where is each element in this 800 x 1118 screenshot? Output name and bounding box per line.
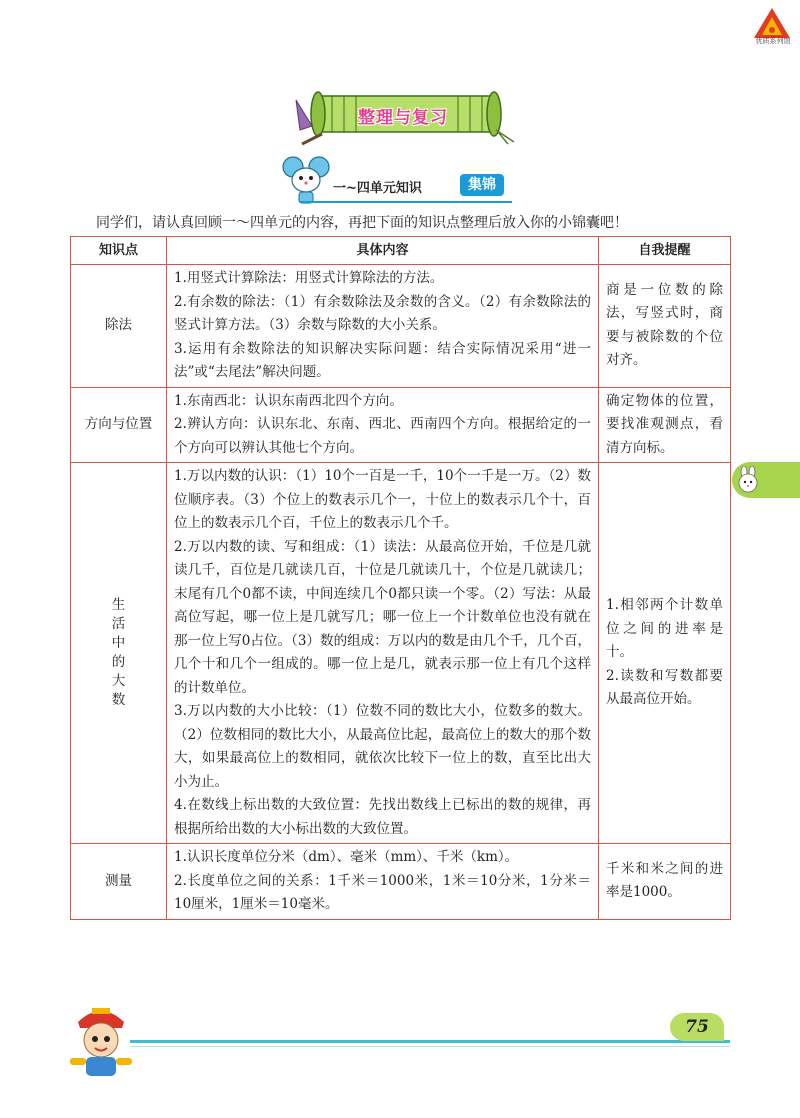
topic-cell-vertical: 生 活 中 的 大 数: [71, 463, 167, 844]
section-title: 整理与复习: [358, 108, 448, 128]
unit-summary-title: 一~四单元知识: [333, 181, 422, 196]
reminder-item: 1.相邻两个计数单位之间的进率是十。: [606, 597, 723, 661]
topic-cell: 测量: [71, 844, 167, 920]
reminder-cell: 千米和米之间的进率是1000。: [599, 844, 731, 920]
content-item: 1.东南西北：认识东南西北四个方向。: [174, 392, 403, 409]
footer-rule: [130, 1040, 730, 1043]
knowledge-table: [70, 236, 731, 920]
content-item: 2.有余数的除法：（1）有余数除法及余数的含义。（2）有余数除法的竖式计算方法。（3）余数与除数的大小关系。: [174, 293, 591, 333]
mouse-mascot-illustration: [282, 154, 330, 206]
content-item: 2.万以内数的读、写和组成：（1）读法：从最高位开始，千位是几就读几千，百位是几就读几百，十位是几就读几十，个位是几就读几；末尾有几个0都不读，中间连续几个0都只读一个零。（2）写法：从最高位写起，哪一位上是几就写几；哪一位上一个计数单位也没有就在那一位上写0占位。（3）数的组成：万以内的数是由几个千，几个百，几个十和几个一组成的。哪一位上是几，就表示那一位上有几个这样的计数单位。: [174, 538, 591, 696]
table-row: [71, 844, 731, 920]
bunny-icon: [734, 466, 762, 494]
header-topic: 知识点: [71, 237, 167, 265]
content-item: 4.在数线上标出数的大致位置：先找出数线上已标出的数的规律，再根据所给出数的大小标出数的大致位置。: [174, 797, 591, 837]
header-content: 具体内容: [167, 237, 599, 265]
content-item: 2.辨认方向：认识东北、东南、西北、西南四个方向。根据给定的一个方向可以辨认其他七个方向。: [174, 416, 591, 456]
reminder-item: 2.读数和写数都要从最高位开始。: [606, 667, 723, 708]
header-reminder: 自我提醒: [599, 237, 731, 265]
content-item: 2.长度单位之间的关系：1千米＝1000米，1米＝10分米，1分米＝10厘米，1厘米＝10毫米。: [174, 872, 591, 912]
footer-rule-thin: [130, 1046, 730, 1047]
reminder-cell: 商是一位数的除法，写竖式时，商要与被除数的个位对齐。: [599, 265, 731, 388]
unit-summary-badge: 集锦: [460, 174, 504, 196]
title-underline: [300, 201, 512, 203]
content-item: 1.万以内数的认识：（1）10个一百是一千，10个一千是一万。（2）数位顺序表。（3）个位上的数表示几个一，十位上的数表示几个十，百位上的数表示几个百，千位上的数表示几个千。: [174, 468, 591, 531]
content-item: 1.认识长度单位分米（dm）、毫米（mm）、千米（km）。: [174, 849, 519, 865]
table-row: [71, 265, 731, 388]
kid-mascot-illustration: [62, 1000, 140, 1078]
content-cell: [167, 387, 599, 463]
content-item: 3.万以内数的大小比较：（1）位数不同的数比大小，位数多的数大。（2）位数相同的数比大小，从最高位比起，最高位上的数大的那个数大，如果最高位上的数相同，就依次比较下一位上的数，直至比出大小为止。: [174, 703, 591, 790]
table-header-row: [71, 237, 731, 265]
reminder-cell: 确定物体的位置，要找准观测点，看清方向标。: [599, 387, 731, 463]
reminder-cell: [599, 463, 731, 844]
topic-cell: 方向与位置: [71, 387, 167, 463]
intro-text: 同学们，请认真回顾一～四单元的内容，再把下面的知识点整理后放入你的小锦囊吧！: [96, 215, 628, 231]
content-cell: [167, 844, 599, 920]
content-cell: [167, 463, 599, 844]
content-cell: [167, 265, 599, 388]
content-item: 3.运用有余数除法的知识解决实际问题：结合实际情况采用“进一法”或“去尾法”解决问题。: [174, 340, 591, 380]
topic-cell: 除法: [71, 265, 167, 388]
publisher-logo-text: 优质系列馆: [755, 37, 791, 45]
page-number: 75: [685, 1017, 709, 1037]
table-row: [71, 463, 731, 844]
table-row: [71, 387, 731, 463]
content-item: 1.用竖式计算除法：用竖式计算除法的方法。: [174, 270, 444, 286]
